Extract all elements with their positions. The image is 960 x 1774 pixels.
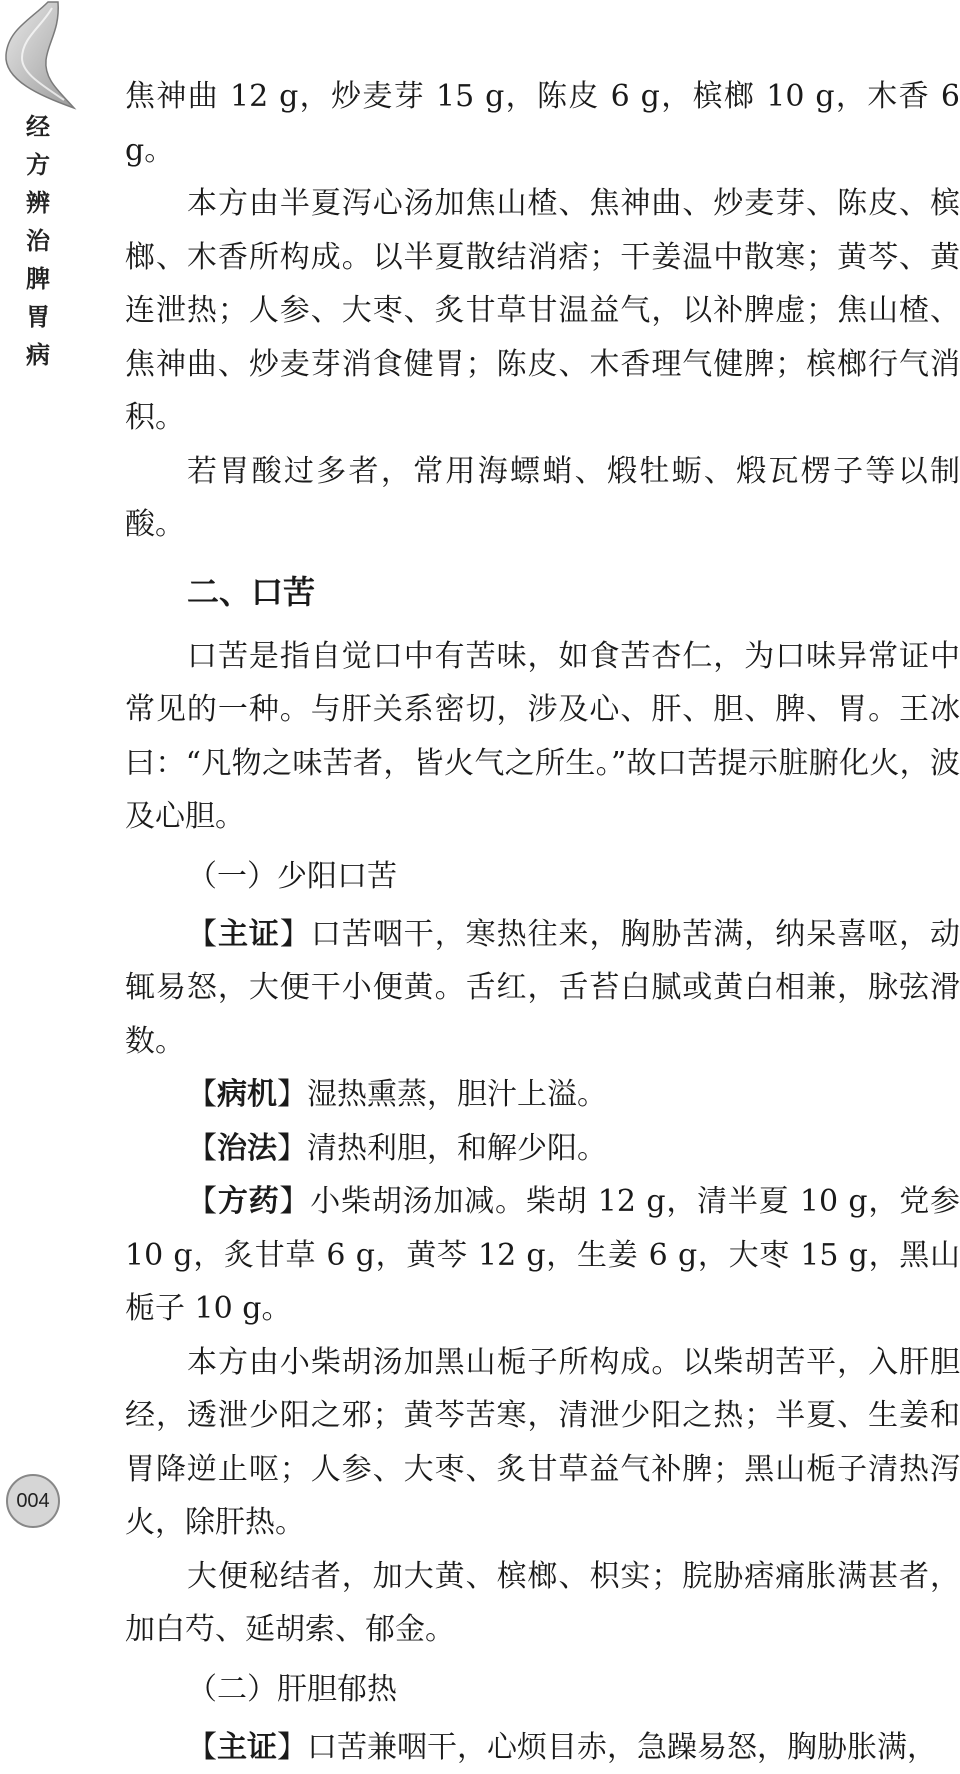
- book-title-vertical: [18, 108, 58, 374]
- paragraph-text: 湿热熏蒸，胆汁上溢。: [307, 1077, 607, 1112]
- label-prescription: 【 方药 】: [187, 1184, 310, 1219]
- paragraph-text: 小柴胡汤加减。柴胡 12 g，清半夏 10 g，党参 10 g，炙甘草 6 g，黄芩 12 g，生姜 6 g，大枣 15 g，黑山栀子 10 g。: [125, 1184, 960, 1326]
- paragraph: 大便秘结者，加大黄、槟榔、枳实；脘胁痞痛胀满甚者，加白芍、延胡索、郁金。: [125, 1550, 960, 1657]
- paragraph: 若胃酸过多者，常用海螵蛸、煅牡蛎、煅瓦楞子等以制酸。: [125, 445, 960, 552]
- book-title-char: 脾: [18, 260, 58, 298]
- page-number: 004: [6, 1474, 60, 1528]
- pathogenesis-paragraph: [125, 1068, 960, 1122]
- book-title-char: 治: [18, 222, 58, 260]
- paragraph: 本方由小柴胡汤加黑山栀子所构成。以柴胡苦平，入肝胆经，透泄少阳之邪；黄芩苦寒，清泄少阳之热；半夏、生姜和胃降逆止呕；人参、大枣、炙甘草益气补脾；黑山栀子清热泻火，除肝热。: [125, 1336, 960, 1550]
- subsection-heading: （二）肝胆郁热: [125, 1663, 960, 1717]
- paragraph-text: 口苦兼咽干，心烦目赤，急躁易怒，胸胁胀满，: [307, 1730, 937, 1765]
- book-title-char: 辨: [18, 184, 58, 222]
- book-title-char: 经: [18, 108, 58, 146]
- label-treatment: 【 治法 】: [187, 1131, 307, 1166]
- corner-decoration-icon: [0, 0, 80, 110]
- label-main-symptom: 【 主证 】: [187, 917, 311, 952]
- paragraph-text: 清热利胆，和解少阳。: [307, 1131, 607, 1166]
- prescription-paragraph: [125, 1175, 960, 1336]
- section-heading: 二、口苦: [125, 564, 960, 620]
- book-title-char: 病: [18, 336, 58, 374]
- symptom-paragraph: [125, 908, 960, 1069]
- paragraph-text: 口苦咽干，寒热往来，胸胁苦满，纳呆喜呕，动辄易怒，大便干小便黄。舌红，舌苔白腻或黄白相兼，脉弦滑数。: [125, 917, 960, 1059]
- page-body: [125, 70, 960, 1774]
- book-title-char: 胃: [18, 298, 58, 336]
- book-title-char: 方: [18, 146, 58, 184]
- label-pathogenesis: 【 病机 】: [187, 1077, 307, 1112]
- paragraph: 口苦是指自觉口中有苦味，如食苦杏仁，为口味异常证中常见的一种。与肝关系密切，涉及心、肝、胆、脾、胃。王冰曰：“凡物之味苦者，皆火气之所生。”故口苦提示脏腑化火，波及心胆。: [125, 630, 960, 844]
- label-main-symptom: 【 主证 】: [187, 1730, 307, 1765]
- symptom-paragraph: [125, 1721, 960, 1774]
- paragraph: 焦神曲 12 g，炒麦芽 15 g，陈皮 6 g，槟榔 10 g，木香 6 g。: [125, 70, 960, 177]
- subsection-heading: （一）少阳口苦: [125, 850, 960, 904]
- treatment-paragraph: [125, 1122, 960, 1176]
- paragraph: 本方由半夏泻心汤加焦山楂、焦神曲、炒麦芽、陈皮、槟榔、木香所构成。以半夏散结消痞；干姜温中散寒；黄芩、黄连泄热；人参、大枣、炙甘草甘温益气，以补脾虚；焦山楂、焦神曲、炒麦芽消食健胃；陈皮、木香理气健脾；槟榔行气消积。: [125, 177, 960, 445]
